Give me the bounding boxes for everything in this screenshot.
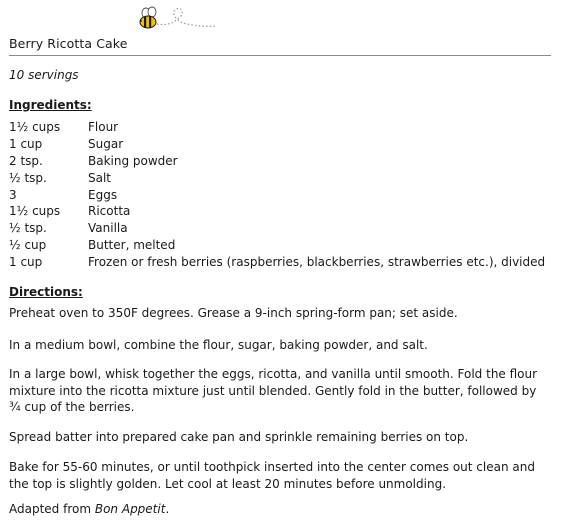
source-prefix: Adapted from [9, 502, 95, 516]
ingredient-row [9, 187, 551, 204]
direction-step: Spread batter into prepared cake pan and sprinkle remaining berries on top. [9, 430, 469, 444]
recipe-title: Berry Ricotta Cake [9, 36, 128, 51]
ingredient-qty: ½ cup [9, 238, 47, 253]
ingredient-item: Ricotta [88, 204, 131, 219]
ingredient-qty: ½ tsp. [9, 170, 47, 185]
ingredient-qty: 3 [9, 187, 17, 202]
ingredient-qty: 1 cup [9, 255, 43, 270]
ingredient-qty: 2 tsp. [9, 153, 43, 168]
ingredient-item: Vanilla [88, 221, 128, 236]
servings-text: 10 servings [9, 68, 79, 82]
ingredient-row [9, 136, 551, 153]
direction-step: In a large bowl, whisk together the eggs, ricotta, and vanilla until smooth. Fold the flour mixture into the ricotta mixture just until blended. Gently fold in the butter, followed by ¾ cup of the berries. [9, 367, 538, 414]
ingredient-item: Frozen or fresh berries (raspberries, blackberries, strawberries etc.), divided [88, 255, 546, 270]
ingredient-item: Flour [88, 120, 119, 134]
direction-step: Bake for 55-60 minutes, or until toothpick inserted into the center comes out clean and the top is slightly golden. Let cool at least 20 minutes before unmolding. [9, 460, 535, 491]
ingredient-item: Baking powder [88, 153, 178, 168]
ingredient-qty: 1½ cups [9, 120, 61, 134]
directions-heading: Directions: [9, 285, 83, 299]
ingredient-row [9, 170, 551, 187]
ingredient-row [9, 153, 551, 170]
source-credit [9, 501, 549, 518]
ingredient-qty: ½ tsp. [9, 221, 47, 236]
bee-icon [137, 4, 219, 34]
ingredient-row [9, 254, 551, 271]
ingredient-qty: 1½ cups [9, 204, 61, 219]
ingredient-row [9, 119, 551, 136]
direction-step: In a medium bowl, combine the flour, sugar, baking powder, and salt. [9, 338, 428, 352]
ingredient-item: Eggs [88, 187, 118, 202]
title-divider [9, 55, 551, 56]
direction-step: Preheat oven to 350F degrees. Grease a 9-inch spring-form pan; set aside. [9, 306, 458, 320]
ingredient-item: Butter, melted [88, 238, 176, 253]
ingredients-list [9, 119, 551, 271]
source-suffix: . [165, 502, 170, 516]
ingredient-qty: 1 cup [9, 136, 43, 151]
ingredient-item: Salt [88, 170, 112, 185]
ingredient-row [9, 220, 551, 237]
ingredient-row [9, 237, 551, 254]
ingredients-heading: Ingredients: [9, 98, 92, 112]
ingredient-row [9, 203, 551, 220]
ingredient-item: Sugar [88, 136, 124, 151]
source-name: Bon Appetit [94, 502, 166, 516]
